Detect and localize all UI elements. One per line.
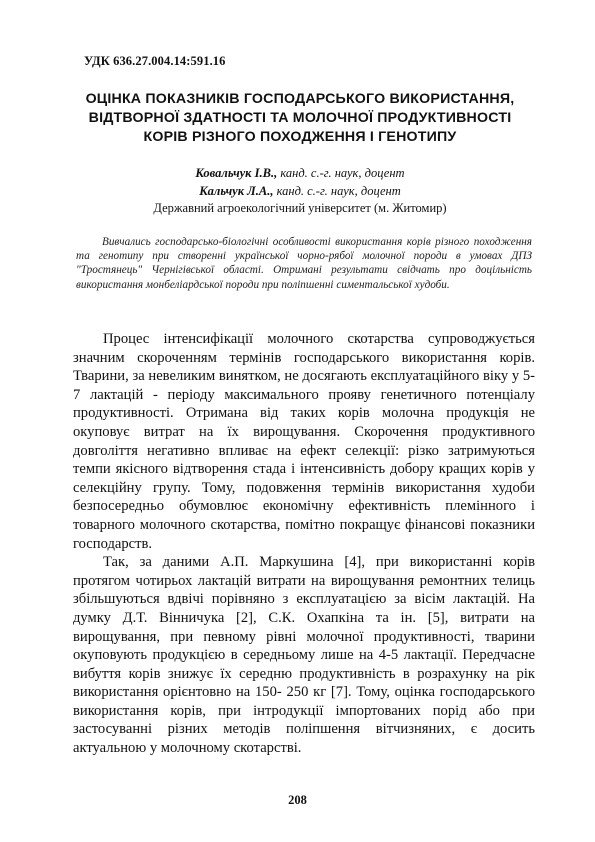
title-line-1: ОЦІНКА ПОКАЗНИКІВ ГОСПОДАРСЬКОГО ВИКОРИСТАННЯ,: [85, 91, 515, 107]
body-paragraph-1: Процес інтенсифікації молочного скотарства супроводжується значним скороченням термінів господарського використання корів. Тварини, за невеликим винятком, не досягають експлуатаційного віку у 5-7 лактацій - періоду максимального прояву генетичного потенціалу продуктивності. Отримана від таких корів молочна продукція не окуповує витрат на їх вирощування. Скорочення продуктивного довголіття негативно впливає на ефект селекції: різко затримуються темпи якісного відтворення стада і інтенсивність добору кращих корів у селекційну групу. Тому, подовження термінів використання худоби безпосередньо обумовлює економічну ефективність племінного і товарного молочного скотарства, помітно покращує фінансові показники господарств.: [73, 331, 535, 552]
affiliation: Державний агроекологічний університет (м. Житомир): [153, 201, 447, 215]
abstract: Вивчались господарсько-біологічні особливості використання корів різного походження та генотипу при створенні української чорно-рябої молочної породи в умовах ДПЗ "Тростянець" Чернігівської області. Отримані результати свідчать про доцільність використання монбеліардської породи при поліпшенні симентальської худоби.: [76, 236, 532, 291]
author-1-degree: канд. с.-г. наук, доцент: [280, 166, 405, 180]
title-line-3: КОРІВ РІЗНОГО ПОХОДЖЕННЯ І ГЕНОТИПУ: [143, 129, 457, 145]
page-number: 208: [288, 793, 307, 807]
article-body: [73, 330, 535, 758]
author-2: [60, 183, 540, 201]
author-2-name: Кальчук Л.А.,: [199, 183, 274, 198]
article-title: [60, 90, 540, 147]
title-line-2: ВІДТВОРНОЇ ЗДАТНОСТІ ТА МОЛОЧНОЇ ПРОДУКТИВНОСТІ: [88, 110, 512, 126]
udc-code: УДК 636.27.004.14:591.16: [84, 54, 226, 68]
author-1-name: Ковальчук І.В.,: [195, 166, 278, 180]
author-2-degree: канд. с.-г. наук, доцент: [276, 183, 401, 198]
author-1: [60, 165, 540, 183]
body-paragraph-2: Так, за даними А.П. Маркушина [4], при використанні корів протягом чотирьох лактацій витрати на вирощування ремонтних телиць збільшуються вдвічі порівняно з експлуатацією за вісім лактацій. На думку Д.Т. Вінничука [2], С.К. Охапкіна та ін. [5], витрати на вирощування, при певному рівні молочної продуктивності, тварини окуповують продукцією в середньому лише на 4-5 лактації. Передчасне вибуття корів знижує їх середню продуктивність в розрахунку на рік використання орієнтовно на 150- 250 кг [7]. Тому, оцінка господарського використання корів, при інтродукції імпортованих порід або при застосуванні різних методів поліпшення вітчизняних, є досить актуальною у молочному скотарстві.: [73, 554, 535, 757]
authors-block: [60, 165, 540, 218]
